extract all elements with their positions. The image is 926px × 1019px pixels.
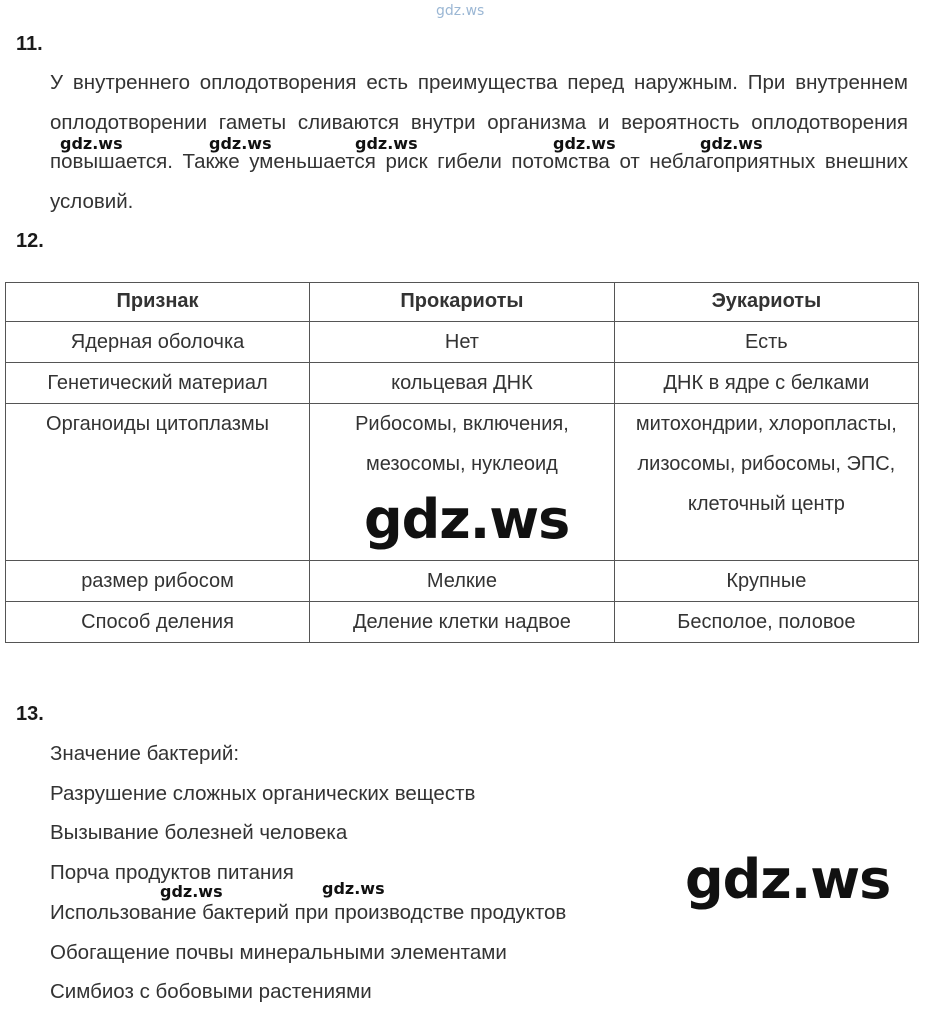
table-cell: размер рибосом xyxy=(6,561,310,602)
comparison-table xyxy=(5,282,919,643)
table-cell: Крупные xyxy=(614,561,918,602)
watermark-small: gdz.ws xyxy=(209,134,272,153)
watermark-small: gdz.ws xyxy=(355,134,418,153)
table-cell: митохондрии, хлоропласты, лизосомы, рибосомы, ЭПС, клеточный центр xyxy=(614,404,918,561)
table-row xyxy=(6,322,919,363)
list-item: Порча продуктов питания xyxy=(50,861,294,885)
table-cell: Ядерная оболочка xyxy=(6,322,310,363)
task-13-number: 13. xyxy=(16,703,44,725)
task-11-number: 11. xyxy=(16,33,43,55)
table-header-cell: Признак xyxy=(6,283,310,322)
task-11-text: У внутреннего оплодотворения есть преимущества перед наружным. При внутреннем оплодотворении гаметы сливаются внутри организма и вероятность оплодотворения повышается. Также уменьшается риск гибели потомства от неблагоприятных внешних условий. xyxy=(50,71,908,213)
list-item: Использование бактерий при производстве продуктов xyxy=(50,900,567,924)
watermark-small: gdz.ws xyxy=(322,879,385,898)
watermark-top: gdz.ws xyxy=(436,3,485,19)
table-cell: Генетический материал xyxy=(6,363,310,404)
list-item: Вызывание болезней человека xyxy=(50,821,348,845)
table-cell: Деление клетки надвое xyxy=(310,602,615,643)
watermark-large: gdz.ws xyxy=(364,488,570,551)
watermark-small: gdz.ws xyxy=(553,134,616,153)
table-cell: Способ деления xyxy=(6,602,310,643)
task-13-list xyxy=(50,734,566,1012)
table-cell: Бесполое, половое xyxy=(614,602,918,643)
watermark-small: gdz.ws xyxy=(60,134,123,153)
table-row xyxy=(6,561,919,602)
list-item: Разрушение сложных органических веществ xyxy=(50,781,476,805)
watermark-large: gdz.ws xyxy=(685,848,891,911)
table-row xyxy=(6,602,919,643)
watermark-small: gdz.ws xyxy=(160,882,223,901)
table-header-cell: Эукариоты xyxy=(614,283,918,322)
table-cell: Рибосомы, включения, мезосомы, нуклеоид xyxy=(310,404,615,561)
table-row xyxy=(6,363,919,404)
table-cell: Нет xyxy=(310,322,615,363)
table-cell: Органоиды цитоплазмы xyxy=(6,404,310,561)
table-header-row xyxy=(6,283,919,322)
table-cell: кольцевая ДНК xyxy=(310,363,615,404)
list-item: Симбиоз с бобовыми растениями xyxy=(50,980,372,1004)
table-cell: Есть xyxy=(614,322,918,363)
task-12-number: 12. xyxy=(16,230,44,252)
table-cell: ДНК в ядре с белками xyxy=(614,363,918,404)
list-item: Значение бактерий: xyxy=(50,742,240,765)
watermark-small: gdz.ws xyxy=(700,134,763,153)
table-cell: Мелкие xyxy=(310,561,615,602)
table-header-cell: Прокариоты xyxy=(310,283,615,322)
list-item: Обогащение почвы минеральными элементами xyxy=(50,940,507,964)
